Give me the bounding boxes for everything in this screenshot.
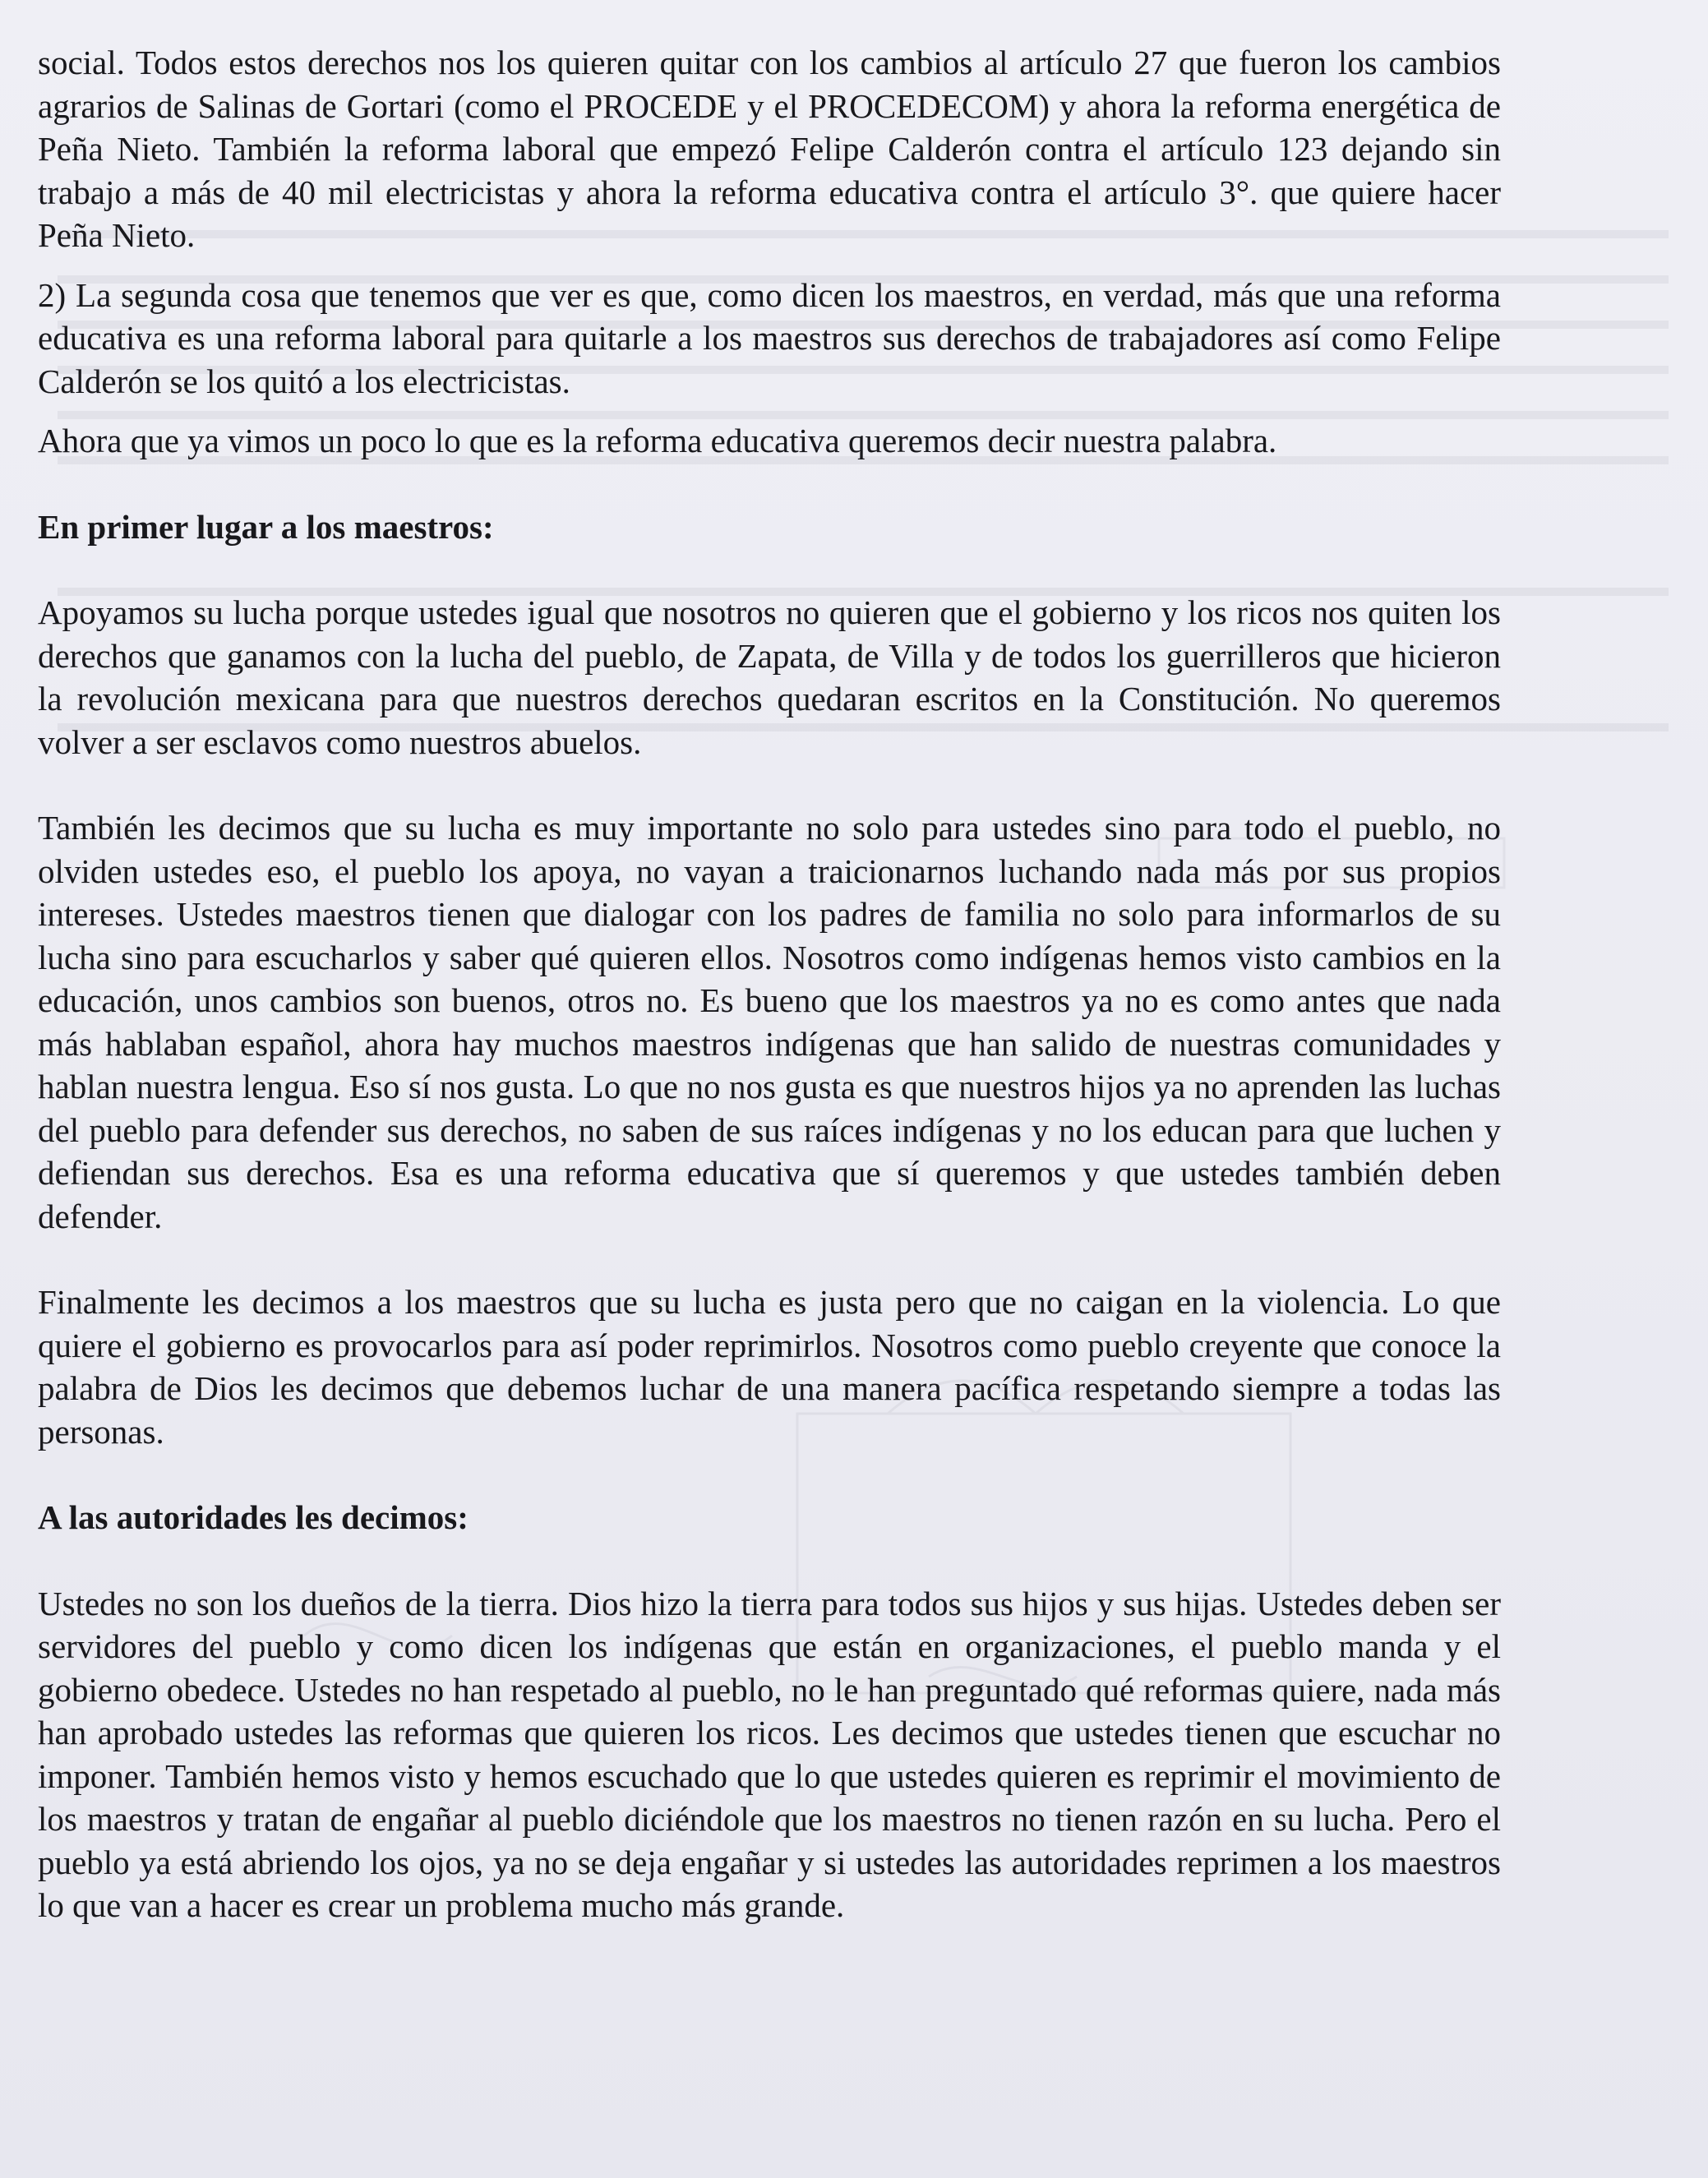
- paragraph-our-word: Ahora que ya vimos un poco lo que es la reforma educativa queremos decir nuestra palabra.: [38, 422, 1277, 459]
- document-body: [38, 41, 1501, 1927]
- paragraph-authorities-message: Ustedes no son los dueños de la tierra. Dios hizo la tierra para todos sus hijos y sus hijas. Ustedes deben ser servidores del pueblo y como dicen los indígenas que están en organizaciones, el pueblo manda y el gobierno obedece. Ustedes no han respetado al pueblo, no le han preguntado qué reformas quiere, nada más han aprobado ustedes las reformas que quieren los ricos. Les decimos que ustedes tienen que escuchar no imponer. También hemos visto y hemos escuchado que lo que ustedes quieren es reprimir el movimiento de los maestros y tratan de engañar al pueblo diciéndole que los maestros no tienen razón en su lucha. Pero el pueblo ya está abriendo los ojos, ya no se deja engañar y si ustedes las autoridades reprimen a los maestros lo que van a hacer es crear un problema mucho más grande.: [38, 1584, 1501, 1924]
- paragraph-spacer: [38, 548, 1501, 591]
- paragraph-second-point: 2) La segunda cosa que tenemos que ver es que, como dicen los maestros, en verdad, más que una reforma educativa es una reforma laboral para quitarle a los maestros sus derechos de trabajadores así como Felipe Calderón se los quitó a los electricistas.: [38, 275, 1501, 400]
- paragraph-spacer: [38, 1539, 1501, 1582]
- paragraph-spacer: [38, 1238, 1501, 1280]
- heading-to-authorities: A las autoridades les decimos:: [38, 1498, 469, 1536]
- paragraph-spacer: [38, 463, 1501, 505]
- heading-to-teachers: En primer lugar a los maestros:: [38, 507, 494, 546]
- paragraph-support-struggle: Apoyamos su lucha porque ustedes igual que nosotros no quieren que el gobierno y los ricos nos quiten los derechos que ganamos con la lucha del pueblo, de Zapata, de Villa y de todos los guerrilleros que hicieron la revolución mexicana para que nuestros derechos quedaran escritos en la Constitución. No queremos volver a ser esclavos como nuestros abuelos.: [38, 593, 1501, 761]
- paragraph-struggle-important: También les decimos que su lucha es muy importante no solo para ustedes sino para todo el pueblo, no olviden ustedes eso, el pueblo los apoya, no vayan a traicionarnos luchando nada más por sus propios intereses. Ustedes maestros tienen que dialogar con los padres de familia no solo para informarlos de su lucha sino para escucharlos y saber qué quieren ellos. Nosotros como indígenas hemos visto cambios en la educación, unos cambios son buenos, otros no. Es bueno que los maestros ya no es como antes que nada más hablaban español, ahora hay muchos maestros indígenas que han salido de nuestras comunidades y hablan nuestra lengua. Eso sí nos gusta. Lo que no nos gusta es que nuestros hijos ya no aprenden las luchas del pueblo para defender sus derechos, no saben de sus raíces indígenas y no los educan para que luchen y defiendan sus derechos. Esa es una reforma educativa que sí queremos y que ustedes también deben defender.: [38, 809, 1501, 1235]
- paragraph-spacer: [38, 403, 1501, 419]
- paragraph-spacer: [38, 764, 1501, 806]
- paragraph-intro-rights: social. Todos estos derechos nos los quieren quitar con los cambios al artículo 27 que fueron los cambios agrarios de Salinas de Gortari (como el PROCEDE y el PROCEDECOM) y ahora la reforma energética de Peña Nieto. También la reforma laboral que empezó Felipe Calderón contra el artículo 123 dejando sin trabajo a más de 40 mil electricistas y ahora la reforma educativa contra el artículo 3°. que quiere hacer Peña Nieto.: [38, 44, 1501, 254]
- paragraph-spacer: [38, 257, 1501, 274]
- paragraph-no-violence: Finalmente les decimos a los maestros que su lucha es justa pero que no caigan en la violencia. Lo que quiere el gobierno es provocarlos para así poder reprimirlos. Nosotros como pueblo creyente que conoce la palabra de Dios les decimos que debemos luchar de una manera pacífica respetando siempre a todas las personas.: [38, 1283, 1501, 1451]
- paragraph-spacer: [38, 1453, 1501, 1496]
